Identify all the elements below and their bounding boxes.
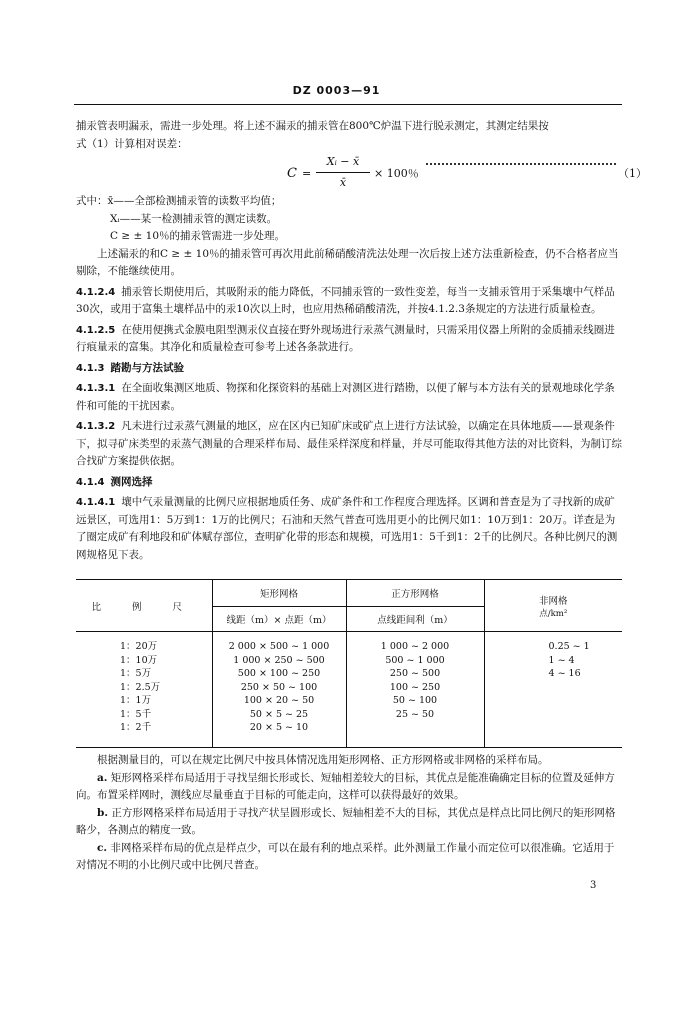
table-header-nongrid: 非网格 点/km² bbox=[484, 580, 622, 632]
section-number: 4.1.3.2 bbox=[76, 421, 116, 432]
section-number: 4.1.2.4 bbox=[76, 286, 116, 298]
section-number: 4.1.3.1 bbox=[76, 383, 116, 394]
table-cell-square: 1 000 ~ 2 000 500 ~ 1 000 250 ~ 500 100 ~ 250 50 ~ 100 25 ~ 50 bbox=[346, 632, 484, 748]
section-4-1-3-1 bbox=[76, 380, 622, 415]
table-header-rect: 矩形网格 bbox=[212, 580, 346, 607]
section-4-1-2-4 bbox=[76, 284, 622, 319]
definition-xbar: 式中：x̄——全部检测捕汞管的读数平均值； bbox=[76, 195, 282, 207]
intro-line-2: 式（1）计算相对误差： bbox=[76, 137, 188, 150]
section-text: 在全面收集测区地质、物探和化探资料的基础上对测区进行踏勘，以便了解与本方法有关的景观地球化学条件和可能的干扰因素。 bbox=[76, 382, 615, 412]
table-cell-nongrid: 0.25 ~ 1 1 ~ 4 4 ~ 16 bbox=[484, 632, 622, 748]
page-number: 3 bbox=[590, 880, 597, 891]
table-header-square: 正方形网格 bbox=[346, 580, 484, 607]
formula-denominator: x̄ bbox=[339, 175, 347, 189]
section-4-1-4 bbox=[76, 474, 622, 492]
page-header: DZ 0003—91 bbox=[292, 84, 381, 97]
list-item-a: a. 矩形网格采样布局适用于寻找呈细长形或长、短轴相差较大的目标，其优点是能准确确定目标的位置及延伸方向。布置采样网时，测线应尽量垂直于目标的可能走向，这样可以获得最好的效果。 bbox=[76, 771, 615, 801]
table-cell-scales: 1：20万 1：10万 1：5万 1：2.5万 1：1万 1：5千 1：2千 bbox=[76, 632, 212, 748]
formula-numerator: Xᵢ − x̄ bbox=[316, 153, 370, 173]
formula-lhs: C bbox=[287, 166, 297, 181]
table-row bbox=[76, 632, 622, 748]
paragraph-layout-choice: 根据测量目的，可以在规定比例尺中按具体情况选用矩形网格、正方形网格或非网格的采样布局。 bbox=[97, 754, 549, 766]
section-text: 凡未进行过汞蒸气测量的地区，应在区内已知矿床或矿点上进行方法试验，以确定在具体地质——景观条件下，拟寻矿床类型的汞蒸气测量的合理采样布局、最佳采样深度和样量，并尽可能取得其他方法的对比资料，为制订综合找矿方案提供依据。 bbox=[76, 420, 622, 467]
section-number: 4.1.4 bbox=[76, 476, 105, 488]
grid-spec-table bbox=[76, 579, 622, 748]
formula-1 bbox=[76, 153, 647, 193]
formula-leader-dots bbox=[426, 163, 616, 165]
document-body-top bbox=[76, 118, 647, 564]
list-item-c: c. 非网格采样布局的优点是样点少，可以在最有利的地点采样。此外测量工作量小而定位可以很准确。它适用于对情况不明的小比例尺或中比例尺普查。 bbox=[76, 841, 615, 871]
formula-equals: = bbox=[302, 167, 312, 180]
document-body-bottom bbox=[76, 752, 622, 875]
section-title: 踏勘与方法试验 bbox=[110, 361, 184, 374]
definition-xi: Xᵢ——某一检测捕汞管的测定读数。 bbox=[110, 212, 278, 225]
table-cell-rect: 2 000 × 500 ~ 1 000 1 000 × 250 ~ 500 500 × 100 ~ 250 250 × 50 ~ 100 100 × 20 ~ 50 50 × 5 ~ 25 20 × 5 ~ 10 bbox=[212, 632, 346, 748]
section-number: 4.1.4.1 bbox=[76, 497, 116, 508]
paragraph-recheck: 上述漏汞的和C ≥ ± 10％的捕汞管可再次用此前稀硝酸清洗法处理一次后按上述方法重新检查，仍不合格者应当剔除，不能继续使用。 bbox=[76, 247, 619, 277]
section-text: 捕汞管长期使用后，其吸附汞的能力降低，不同捕汞管的一致性变差，每当一支捕汞管用于采集壤中气样品30次，或用于富集土壤样品中的汞10次以上时，也应用热稀硝酸清洗，并按4.1.2.3条规定的方法进行质量检查。 bbox=[76, 285, 615, 315]
intro-line-1: 捕汞管表明漏汞，需进一步处理。将上述不漏汞的捕汞管在800℃炉温下进行脱汞测定，其测定结果按 bbox=[76, 120, 549, 132]
section-4-1-3-2 bbox=[76, 418, 622, 471]
section-text: 在使用便携式金膜电阻型测汞仪直接在野外现场进行汞蒸气测量时，只需采用仪器上所附的金质捕汞线圈进行痕量汞的富集。其净化和质量检查可参考上述各条款进行。 bbox=[76, 323, 615, 353]
section-text: 壤中气汞量测量的比例尺应根据地质任务、成矿条件和工作程度合理选择。区调和普查是为了寻找新的成矿远景区，可选用1：5万到1：1万的比例尺；石油和天然气普查可选用更小的比例尺如1：10万到1：20万。详查是为了圈定成矿有利地段和矿体赋存部位，查明矿化带的形态和规模，可选用1：5千到1：2千的比例尺。各种比例尺的测网规格见下表。 bbox=[76, 496, 618, 561]
list-item-b: b. 正方形网格采样布局适用于寻找产状呈圆形或长、短轴相差不大的目标，其优点是样点比同比例尺的矩形网格略少，各测点的精度一致。 bbox=[76, 806, 616, 836]
table-subheader-square: 点线距间利（m） bbox=[346, 607, 484, 632]
section-title: 测网选择 bbox=[110, 475, 153, 488]
definition-c: C ≥ ± 10％的捕汞管需进一步处理。 bbox=[110, 230, 286, 242]
table-header-scale: 比 例 尺 bbox=[76, 580, 212, 632]
section-4-1-4-1 bbox=[76, 494, 622, 564]
section-4-1-3 bbox=[76, 360, 622, 378]
formula-times: × 100％ bbox=[374, 167, 419, 180]
section-number: 4.1.2.5 bbox=[76, 324, 116, 336]
formula-fraction bbox=[316, 153, 370, 191]
section-4-1-2-5 bbox=[76, 322, 622, 357]
formula-number: （1） bbox=[618, 167, 647, 180]
section-number: 4.1.3 bbox=[76, 362, 105, 374]
header-rule bbox=[74, 104, 622, 105]
table-subheader-rect: 线距（m）× 点距（m） bbox=[212, 607, 346, 632]
